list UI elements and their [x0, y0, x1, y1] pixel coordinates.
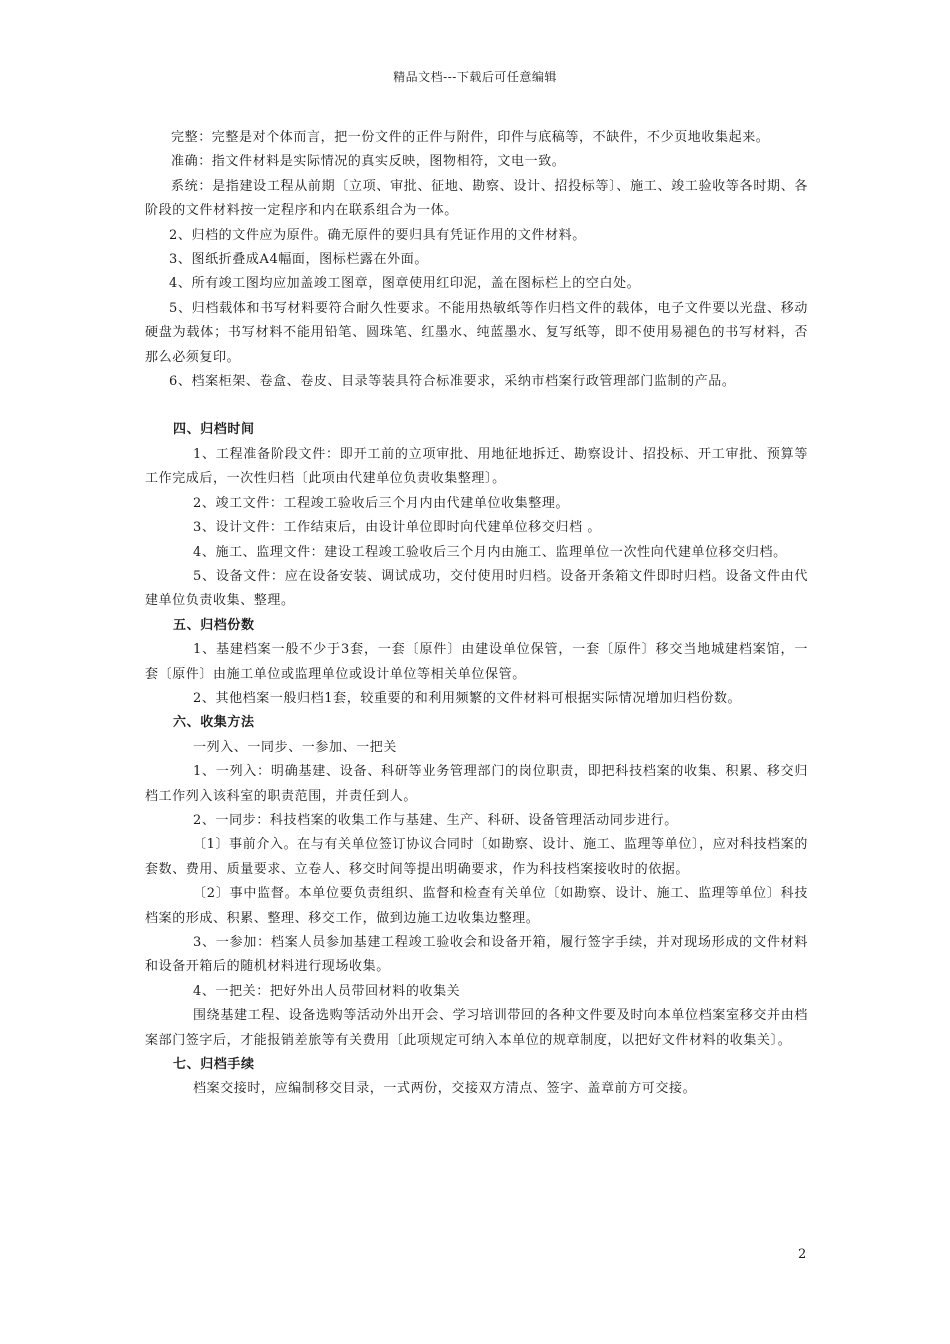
section-heading-archive-copies: 五、归档份数 — [173, 617, 255, 633]
list-item: 3、设计文件：工作结束后，由设计单位即时向代建单位移交归档 。 — [193, 520, 602, 536]
section-heading-collection-method: 六、收集方法 — [173, 715, 255, 731]
list-item: 档案交接时，应编制移交目录，一式两份，交接双方清点、签字、盖章前方可交接。 — [193, 1081, 697, 1097]
list-item: 2、一同步：科技档案的收集工作与基建、生产、科研、设备管理活动同步进行。 — [193, 812, 678, 828]
paragraph-item-6: 6、档案柜架、卷盒、卷皮、目录等装具符合标准要求，采纳市档案行政管理部门监制的产品。 — [169, 374, 736, 390]
list-item: 一列入、一同步、一参加、一把关 — [193, 739, 398, 755]
list-item: 〔2〕事中监督。本单位要负责组织、监督和检查有关单位〔如勘察、设计、施工、监理等单位〕科技档案的形成、积累、整理、移交工作，做到边施工边收集边整理。 — [145, 886, 808, 926]
paragraph-complete: 完整：完整是对个体而言，把一份文件的正件与附件，印件与底稿等，不缺件，不少页地收集起来。 — [171, 130, 770, 145]
list-item: 2、其他档案一般归档1套，较重要的和利用频繁的文件材料可根据实际情况增加归档份数。 — [193, 690, 742, 706]
paragraph-item-4: 4、所有竣工图均应加盖竣工图章，图章使用红印泥，盖在图标栏上的空白处。 — [169, 276, 641, 292]
list-item: 4、施工、监理文件：建设工程竣工验收后三个月内由施工、监理单位一次性向代建单位移交归档。 — [193, 544, 787, 560]
list-item: 4、一把关：把好外出人员带回材料的收集关 — [193, 983, 461, 999]
page-number: 2 — [798, 1247, 807, 1262]
list-item: 1、工程准备阶段文件：即开工前的立项审批、用地征地拆迁、勘察设计、招投标、开工审批、预算等工作完成后，一次性归档〔此项由代建单位负责收集整理〕。 — [145, 446, 808, 487]
page-header: 精品文档---下载后可任意编辑 — [393, 70, 557, 84]
paragraph-item-2: 2、归档的文件应为原件。确无原件的要归具有凭证作用的文件材料。 — [169, 227, 586, 243]
list-item: 5、设备文件：应在设备安装、调试成功，交付使用时归档。设备开条箱文件即时归档。设备文件由代建单位负责收集、整理。 — [145, 568, 808, 609]
paragraph-accurate: 准确：指文件材料是实际情况的真实反映，图物相符，文电一致。 — [171, 154, 566, 170]
list-item: 〔1〕事前介入。在与有关单位签订协议合同时〔如勘察、设计、施工、监理等单位〕，应对科技档案的套数、费用、质量要求、立卷人、移交时间等提出明确要求，作为科技档案接收时的依据。 — [145, 837, 808, 877]
paragraph-item-3: 3、图纸折叠成A4幅面，图标栏露在外面。 — [169, 252, 428, 268]
section-heading-archive-procedure: 七、归档手续 — [173, 1057, 255, 1073]
paragraph-item-5: 5、归档载体和书写材料要符合耐久性要求。不能用热敏纸等作归档文件的载体，电子文件要以光盘、移动硬盘为载体；书写材料不能用铅笔、圆珠笔、红墨水、纯蓝墨水、复写纸等，即不使用易褪色的书写材料，否那么必须复印。 — [145, 300, 808, 365]
paragraph-system: 系统：是指建设工程从前期〔立项、审批、征地、勘察、设计、招投标等〕、施工、竣工验收等各时期、各阶段的文件材料按一定程序和内在联系组合为一体。 — [145, 178, 808, 219]
list-item: 2、竣工文件：工程竣工验收后三个月内由代建单位收集整理。 — [193, 495, 570, 511]
list-item: 3、一参加：档案人员参加基建工程竣工验收会和设备开箱，履行签字手续，并对现场形成的文件材料和设备开箱后的随机材料进行现场收集。 — [145, 935, 808, 975]
list-item: 围绕基建工程、设备选购等活动外出开会、学习培训带回的各种文件要及时向本单位档案室移交并由档案部门签字后，才能报销差旅等有关费用〔此项规定可纳入本单位的规章制度，以把好文件材料的收集关〕。 — [145, 1008, 808, 1048]
document-body — [145, 126, 808, 1102]
list-item: 1、基建档案一般不少于3套，一套〔原件〕由建设单位保管，一套〔原件〕移交当地城建档案馆，一套〔原件〕由施工单位或监理单位或设计单位等相关单位保管。 — [145, 642, 808, 682]
section-heading-archive-time: 四、归档时间 — [173, 422, 255, 438]
list-item: 1、一列入：明确基建、设备、科研等业务管理部门的岗位职责，即把科技档案的收集、积累、移交归档工作列入该科室的职责范围，并责任到人。 — [145, 764, 808, 804]
